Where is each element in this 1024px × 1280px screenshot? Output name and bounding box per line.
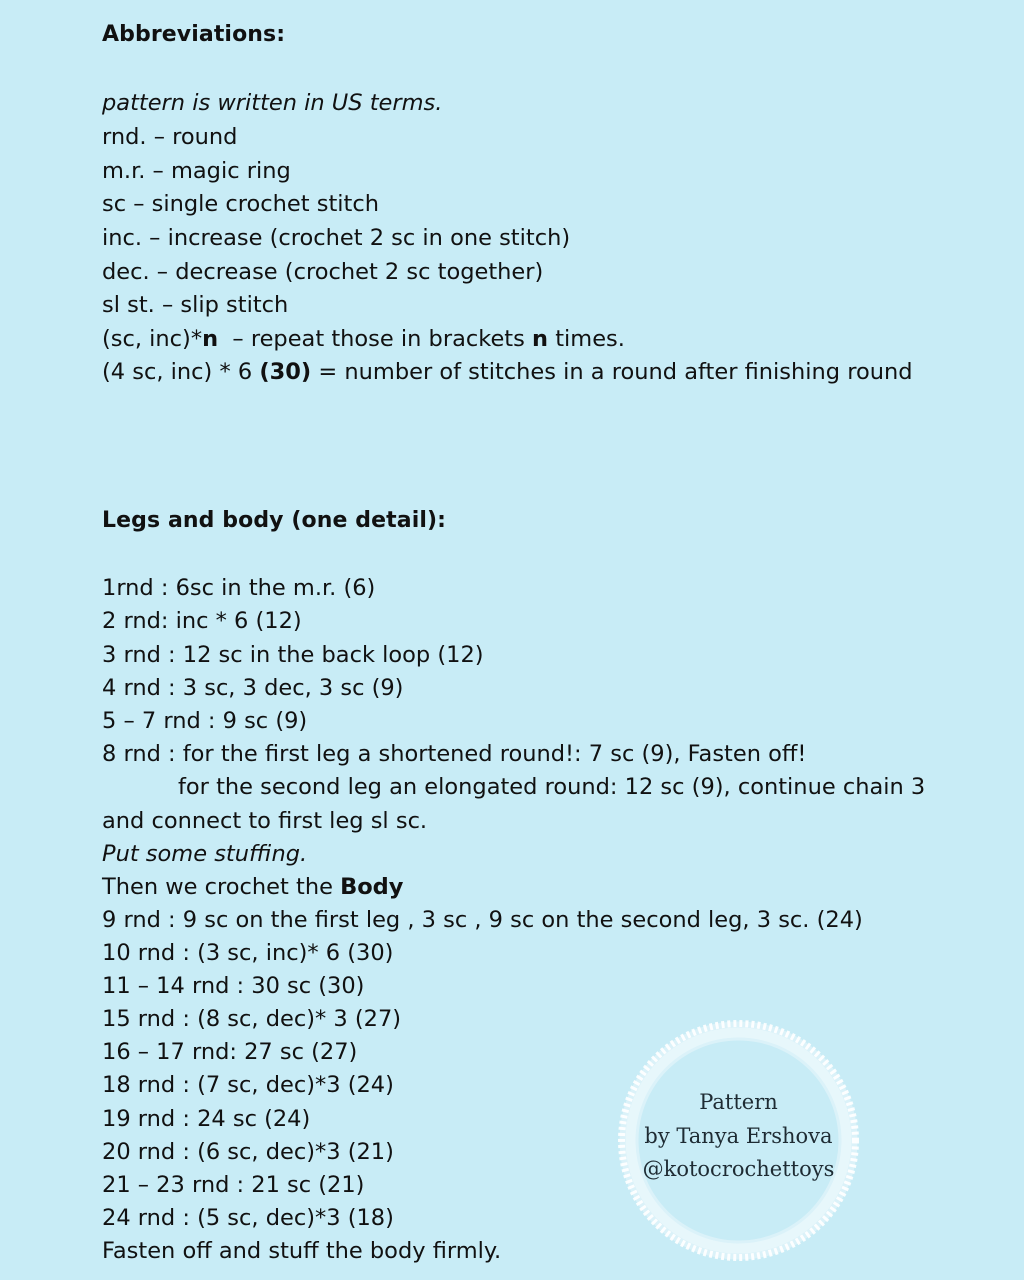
abbrev-item: rnd. – round bbox=[102, 124, 238, 150]
repeat-part: times. bbox=[548, 326, 625, 352]
round-line: 24 rnd : (5 sc, dec)*3 (18) bbox=[102, 1205, 394, 1231]
body-word: Body bbox=[340, 874, 404, 900]
count-part: = number of stitches in a round after finishing round bbox=[311, 359, 913, 385]
stamp-line: by Tanya Ershova bbox=[644, 1124, 833, 1148]
abbrev-item: sc – single crochet stitch bbox=[102, 191, 379, 217]
count-part: (4 sc, inc) * 6 bbox=[102, 359, 260, 385]
abbrev-item: dec. – decrease (crochet 2 sc together) bbox=[102, 259, 544, 285]
repeat-part: (sc, inc)* bbox=[102, 326, 203, 352]
round-line: 20 rnd : (6 sc, dec)*3 (21) bbox=[102, 1139, 394, 1165]
round-line: 10 rnd : (3 sc, inc)* 6 (30) bbox=[102, 940, 394, 966]
body-intro bbox=[102, 873, 403, 901]
round-line: 19 rnd : 24 sc (24) bbox=[102, 1106, 311, 1132]
round-line: 5 – 7 rnd : 9 sc (9) bbox=[102, 708, 308, 734]
repeat-notation bbox=[102, 325, 625, 353]
round-line: 9 rnd : 9 sc on the first leg , 3 sc , 9 sc on the second leg, 3 sc. (24) bbox=[102, 907, 863, 933]
round-line: 8 rnd : for the first leg a shortened round!: 7 sc (9), Fasten off! bbox=[102, 741, 807, 767]
abbrev-item: inc. – increase (crochet 2 sc in one stitch) bbox=[102, 225, 571, 251]
repeat-n: n bbox=[202, 326, 219, 352]
round-line: 1rnd : 6sc in the m.r. (6) bbox=[102, 575, 376, 601]
us-terms-note: pattern is written in US terms. bbox=[102, 90, 443, 116]
repeat-part: – repeat those in brackets bbox=[218, 326, 533, 352]
round-line: 21 – 23 rnd : 21 sc (21) bbox=[102, 1172, 365, 1198]
body-intro-text: Then we crochet the bbox=[102, 874, 341, 900]
stitch-count-notation bbox=[102, 358, 913, 386]
abbreviations-heading: Abbreviations: bbox=[102, 22, 286, 47]
round-line: for the second leg an elongated round: 12 sc (9), continue chain 3 bbox=[178, 774, 926, 800]
round-line: 2 rnd: inc * 6 (12) bbox=[102, 608, 302, 634]
abbrev-item: sl st. – slip stitch bbox=[102, 292, 289, 318]
round-line: 15 rnd : (8 sc, dec)* 3 (27) bbox=[102, 1006, 402, 1032]
fasten-off-line: Fasten off and stuff the body firmly. bbox=[102, 1238, 502, 1264]
round-line: and connect to first leg sl sc. bbox=[102, 808, 428, 834]
legs-body-heading: Legs and body (one detail): bbox=[102, 508, 447, 533]
round-line: 16 – 17 rnd: 27 sc (27) bbox=[102, 1039, 358, 1065]
stuffing-note: Put some stuffing. bbox=[102, 841, 308, 867]
stamp-line: @kotocrochettoys bbox=[642, 1157, 835, 1181]
round-line: 3 rnd : 12 sc in the back loop (12) bbox=[102, 642, 484, 668]
count-number: (30) bbox=[259, 359, 312, 385]
abbrev-item: m.r. – magic ring bbox=[102, 158, 291, 184]
repeat-n: n bbox=[532, 326, 549, 352]
round-line: 4 rnd : 3 sc, 3 dec, 3 sc (9) bbox=[102, 675, 404, 701]
round-line: 11 – 14 rnd : 30 sc (30) bbox=[102, 973, 365, 999]
stamp-line: Pattern bbox=[699, 1090, 778, 1114]
round-line: 18 rnd : (7 sc, dec)*3 (24) bbox=[102, 1072, 394, 1098]
